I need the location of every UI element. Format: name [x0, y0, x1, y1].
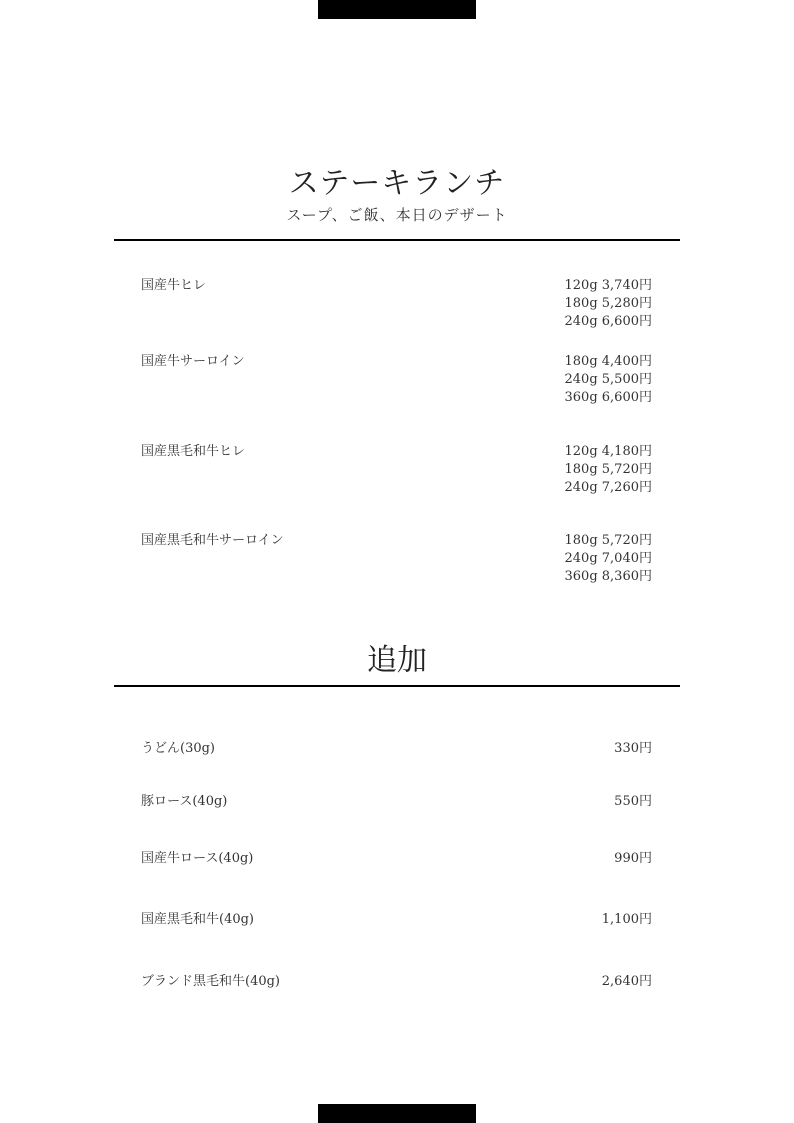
extra-item-name: 豚ロース(40g) — [141, 794, 228, 809]
lunch-divider — [114, 239, 680, 241]
lunch-item-name: 国産牛ヒレ — [141, 278, 207, 293]
lunch-section-title: ステーキランチ — [288, 166, 506, 201]
price-line: 240g 7,040円 — [564, 551, 652, 566]
extra-item-price: 1,100円 — [601, 912, 652, 927]
extra-item-price: 990円 — [614, 851, 652, 866]
top-decorative-bar — [318, 0, 476, 19]
lunch-item-prices — [565, 443, 652, 497]
price-line: 120g 4,180円 — [564, 444, 652, 459]
lunch-item-prices — [565, 353, 652, 407]
extra-item-price: 330円 — [614, 741, 652, 756]
price-line: 180g 5,720円 — [564, 462, 652, 477]
price-line: 180g 5,280円 — [564, 296, 652, 311]
price-line: 240g 5,500円 — [564, 372, 652, 387]
lunch-item-prices — [565, 532, 652, 586]
extra-item-name: 国産牛ロース(40g) — [141, 851, 254, 866]
extras-divider — [114, 685, 680, 687]
extra-item-price: 550円 — [614, 794, 652, 809]
extra-item-name: 国産黒毛和牛(40g) — [141, 912, 255, 927]
price-line: 240g 6,600円 — [564, 314, 652, 329]
bottom-decorative-bar — [318, 1104, 476, 1123]
price-line: 120g 3,740円 — [564, 278, 652, 293]
lunch-section-subtitle: スープ、ご飯、本日のデザート — [286, 206, 508, 224]
lunch-item-name: 国産牛サーロイン — [141, 354, 245, 369]
extra-item-name: ブランド黒毛和牛(40g) — [141, 974, 281, 989]
extra-item-name: うどん(30g) — [141, 741, 216, 756]
price-line: 240g 7,260円 — [564, 480, 652, 495]
extras-section-title: 追加 — [367, 643, 427, 678]
price-line: 360g 6,600円 — [564, 390, 652, 405]
lunch-item-prices — [565, 277, 652, 331]
price-line: 180g 4,400円 — [564, 354, 652, 369]
lunch-item-name: 国産黒毛和牛ヒレ — [141, 444, 246, 459]
price-line: 360g 8,360円 — [564, 569, 652, 584]
price-line: 180g 5,720円 — [564, 533, 652, 548]
extra-item-price: 2,640円 — [601, 974, 652, 989]
lunch-item-name: 国産黒毛和牛サーロイン — [141, 533, 284, 548]
